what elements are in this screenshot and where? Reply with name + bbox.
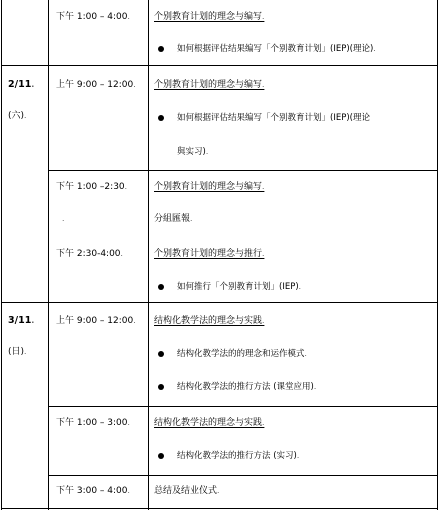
session-heading: 结构化教学法的理念与实践. [154,316,265,326]
session-heading: 个别教育计划的理念与编写. [154,182,265,192]
slot-time: 下午 1:00 – 3:00. [56,418,130,428]
session-item: 结构化教学法的推行方法 (实习). [177,451,300,461]
slot-time: 上午 9:00 – 12:00. [56,80,136,90]
session-item: 如何根据评估结果编写「个别教育计划」(IEP)(理论 [177,113,370,123]
session-note: 分組匯報. [154,214,193,224]
slot-time: 下午 2:30-4:00. [56,249,123,259]
bullet-icon [158,115,164,121]
session-heading: 结构化教学法的理念与实践. [154,418,265,428]
slot-time: 下午 1:00 – 4:00. [56,12,130,22]
slot-divider [48,475,438,476]
table-border-left [1,0,2,510]
table-border-bottom [1,508,438,509]
bullet-icon [158,284,164,290]
session-item: 结构化教学法的推行方法 (课堂应用). [177,382,317,392]
bullet-icon [158,384,164,390]
bullet-icon [158,46,164,52]
empty-paragraph-mark: . [62,214,65,223]
row-divider [1,65,438,66]
day-weekday: (日). [8,347,27,357]
session-item: 如何推行「个别教育计划」(IEP). [177,282,302,292]
session-item: 结构化教学法的的理念和运作模式. [177,349,307,359]
session-heading: 个别教育计划的理念与编写. [154,12,265,22]
slot-time: 上午 9:00 – 12:00. [56,316,136,326]
session-heading: 个别教育计划的理念与推行. [154,249,265,259]
day-date: 2/11. [8,79,35,90]
slot-time: 下午 1:00 –2:30. [56,182,128,192]
slot-divider [48,170,438,171]
row-divider [1,302,438,303]
table-border-right [437,0,438,510]
day-date: 3/11. [8,315,35,326]
slot-divider [48,406,438,407]
time-column-divider [148,0,149,510]
day-weekday: (六). [8,111,27,121]
session-item-continued: 與实习). [177,147,209,157]
slot-time: 下午 3:00 – 4:00. [56,486,130,496]
session-heading: 总结及结业仪式. [154,486,220,496]
session-heading: 个别教育计划的理念与编写. [154,80,265,90]
session-item: 如何根据评估结果编写「个别教育计划」(IEP)(理论). [177,44,376,54]
date-column-divider [48,0,49,510]
bullet-icon [158,351,164,357]
bullet-icon [158,453,164,459]
